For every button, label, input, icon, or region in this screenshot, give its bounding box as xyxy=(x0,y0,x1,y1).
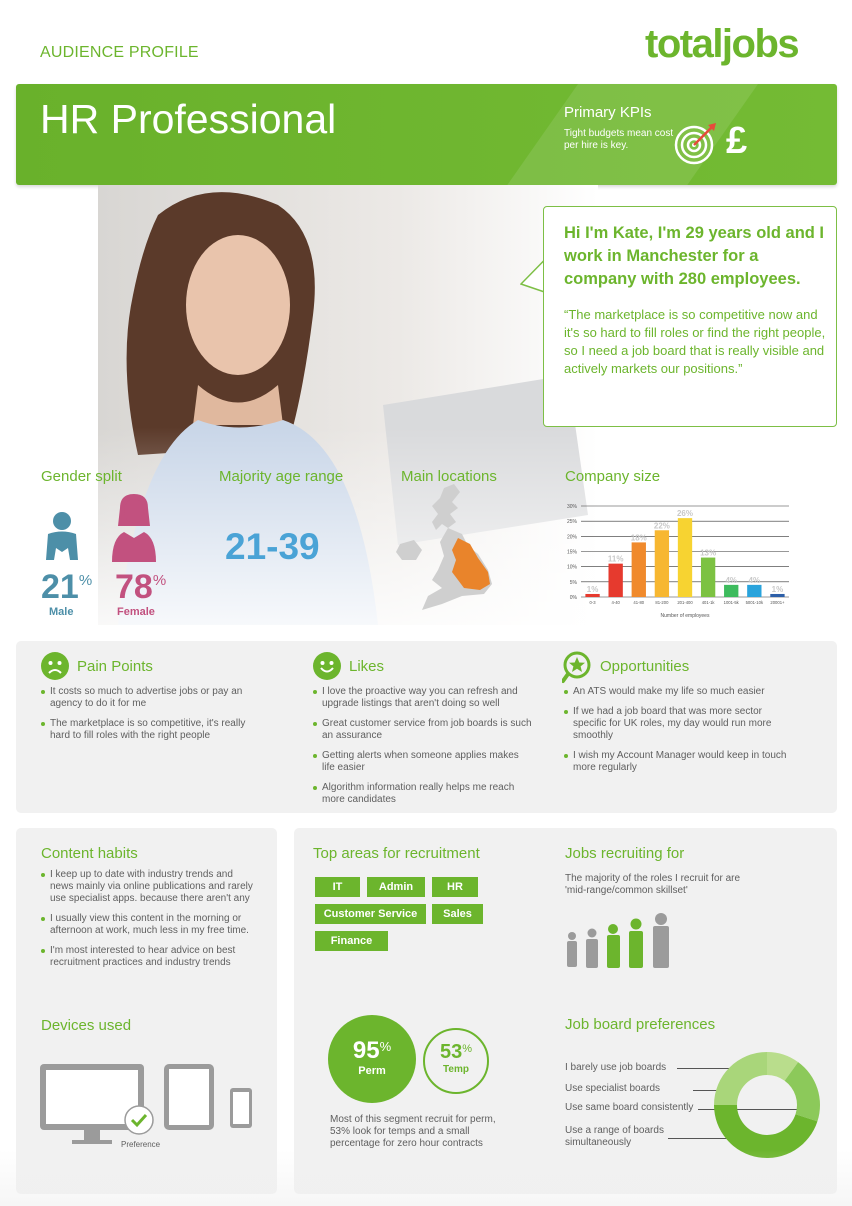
target-icon xyxy=(674,121,718,165)
male-icon xyxy=(44,512,80,564)
kpi-title: Primary KPIs xyxy=(564,104,652,121)
y-tick-label: 15% xyxy=(566,549,577,556)
recruitment-note: Most of this segment recruit for perm, 53% look for temps and a small percentage for zero hour contracts xyxy=(330,1114,496,1149)
devices-illustration xyxy=(38,1062,258,1152)
age-range-value: 21-39 xyxy=(225,526,320,567)
y-tick-label: 10% xyxy=(566,564,577,571)
job-board-donut-chart xyxy=(712,1050,822,1160)
bar-value-label: 4% xyxy=(725,575,738,585)
y-tick-label: 0% xyxy=(569,595,577,601)
x-tick-label: 0-3 xyxy=(589,600,596,605)
y-tick-label: 20% xyxy=(566,534,577,541)
tag-sales: Sales xyxy=(432,904,483,924)
x-tick-label: 20001+ xyxy=(770,600,785,605)
totaljobs-logo: totaljobs xyxy=(645,22,799,66)
bar-value-label: 26% xyxy=(676,509,694,519)
tag-finance: Finance xyxy=(315,931,388,951)
bar-value-label: 13% xyxy=(700,548,717,558)
x-tick-label: 4-40 xyxy=(611,600,620,605)
bar-value-label: 1% xyxy=(771,584,784,594)
career-levels-icon xyxy=(562,910,678,968)
female-label: Female xyxy=(117,606,155,618)
tablet-icon xyxy=(164,1064,214,1130)
x-tick-label: 41-80 xyxy=(633,600,645,605)
persona-quote: “The marketplace is so competitive now and it's so hard to fill roles or find the right people, so I need a job board that is really visible and actively markets our positions.” xyxy=(564,307,826,376)
list-item: I usually view this content in the morning or afternoon at work, much less in my free time. xyxy=(50,913,258,937)
list-item: An ATS would make my life so much easier xyxy=(573,686,795,698)
bar-value-label: 11% xyxy=(607,554,624,564)
y-tick-label: 30% xyxy=(566,504,577,510)
list-item: I wish my Account Manager would keep in touch more regularly xyxy=(573,750,795,774)
bar-value-label: 4% xyxy=(748,575,761,585)
bar-value-label: 18% xyxy=(630,533,647,543)
list-item: I love the proactive way you can refresh and upgrade listings that aren't doing so well xyxy=(322,686,532,710)
likes-title: Likes xyxy=(349,658,385,675)
tag-admin: Admin xyxy=(367,877,425,897)
pref-range: Use a range of boards simultaneously xyxy=(565,1125,664,1148)
pain-points-title: Pain Points xyxy=(77,658,153,675)
company-size-chart xyxy=(561,500,793,624)
list-item: I'm most interested to hear advice on best recruitment practices and industry trends xyxy=(50,945,258,969)
section-label: AUDIENCE PROFILE xyxy=(40,44,199,61)
chart-bar xyxy=(585,594,599,597)
chart-bar xyxy=(724,585,738,597)
x-tick-label: 81-200 xyxy=(655,600,669,605)
x-tick-label: 1001-5k xyxy=(723,600,739,605)
gender-split-title: Gender split xyxy=(41,468,122,485)
persona-photo xyxy=(98,185,598,625)
perm-circle: 95% Perm xyxy=(328,1015,416,1103)
list-item: I keep up to date with industry trends and news mainly via online publications and rarely use specialist apps. because there aren't any xyxy=(50,869,258,905)
tag-it: IT xyxy=(315,877,360,897)
pref-barely: I barely use job boards xyxy=(565,1062,667,1073)
jobs-recruiting-title: Jobs recruiting for xyxy=(565,845,685,862)
preference-label: Preference xyxy=(121,1140,161,1149)
chart-bar xyxy=(609,564,623,597)
x-axis-label: Number of employees xyxy=(660,613,710,619)
list-item: Getting alerts when someone applies makes life easier xyxy=(322,750,532,774)
tag-customer-service: Customer Service xyxy=(315,904,426,924)
happy-face-icon xyxy=(313,652,341,680)
star-magnifier-icon xyxy=(562,650,596,684)
y-tick-label: 5% xyxy=(569,579,577,586)
pref-same-board: Use same board consistently xyxy=(565,1102,694,1113)
page-title: HR Professional xyxy=(40,96,337,142)
list-item: If we had a job board that was more sector specific for UK roles, my day would run more smoothly xyxy=(573,706,795,742)
list-item: Great customer service from job boards is such an assurance xyxy=(322,718,532,742)
kpi-text: Tight budgets mean cost per hire is key. xyxy=(564,128,674,151)
chart-bar xyxy=(747,585,761,597)
male-label: Male xyxy=(49,606,74,618)
phone-icon xyxy=(230,1088,252,1128)
company-size-title: Company size xyxy=(565,468,661,485)
pound-icon: £ xyxy=(726,120,748,162)
list-item: It costs so much to advertise jobs or pay an agency to do it for me xyxy=(50,686,260,710)
x-tick-label: 5001-10k xyxy=(745,600,764,605)
female-percentage: 78% xyxy=(115,568,167,606)
check-icon xyxy=(125,1106,153,1134)
recruitment-title: Top areas for recruitment xyxy=(313,845,480,862)
chart-bar xyxy=(701,558,715,597)
jobs-recruiting-text: The majority of the roles I recruit for are 'mid-range/common skillset' xyxy=(565,873,741,896)
temp-circle: 53% Temp xyxy=(423,1028,489,1094)
list-item: The marketplace is so competitive, it's really hard to fill roles with the right people xyxy=(50,718,260,742)
pref-specialist: Use specialist boards xyxy=(565,1083,661,1094)
main-locations-title: Main locations xyxy=(401,468,497,485)
chart-bar xyxy=(632,542,646,597)
tag-hr: HR xyxy=(432,877,478,897)
chart-bar xyxy=(770,594,784,597)
x-tick-label: 201-400 xyxy=(677,600,693,605)
job-board-prefs-title: Job board preferences xyxy=(565,1016,716,1033)
content-habits-title: Content habits xyxy=(41,845,138,862)
uk-map-icon xyxy=(392,484,504,614)
content-habits-list xyxy=(50,869,258,977)
likes-list xyxy=(322,686,532,814)
chart-bar xyxy=(678,518,692,597)
opportunities-title: Opportunities xyxy=(600,658,690,675)
opportunities-list xyxy=(573,686,795,782)
age-range-title: Majority age range xyxy=(219,468,344,485)
sad-face-icon xyxy=(41,652,69,680)
pain-points-list xyxy=(50,686,260,750)
list-item: Algorithm information really helps me reach more candidates xyxy=(322,782,532,806)
persona-intro: Hi I'm Kate, I'm 29 years old and I work in Manchester for a company with 280 employees. xyxy=(564,224,825,288)
y-tick-label: 25% xyxy=(566,519,577,526)
chart-bar xyxy=(655,530,669,597)
x-tick-label: 401-1k xyxy=(701,600,715,605)
male-percentage: 21% xyxy=(41,568,93,606)
desktop-icon xyxy=(40,1064,144,1144)
donut-slice xyxy=(714,1052,767,1105)
female-icon xyxy=(110,494,158,564)
bar-value-label: 1% xyxy=(586,584,599,594)
devices-title: Devices used xyxy=(41,1017,132,1034)
bar-value-label: 22% xyxy=(653,521,670,531)
